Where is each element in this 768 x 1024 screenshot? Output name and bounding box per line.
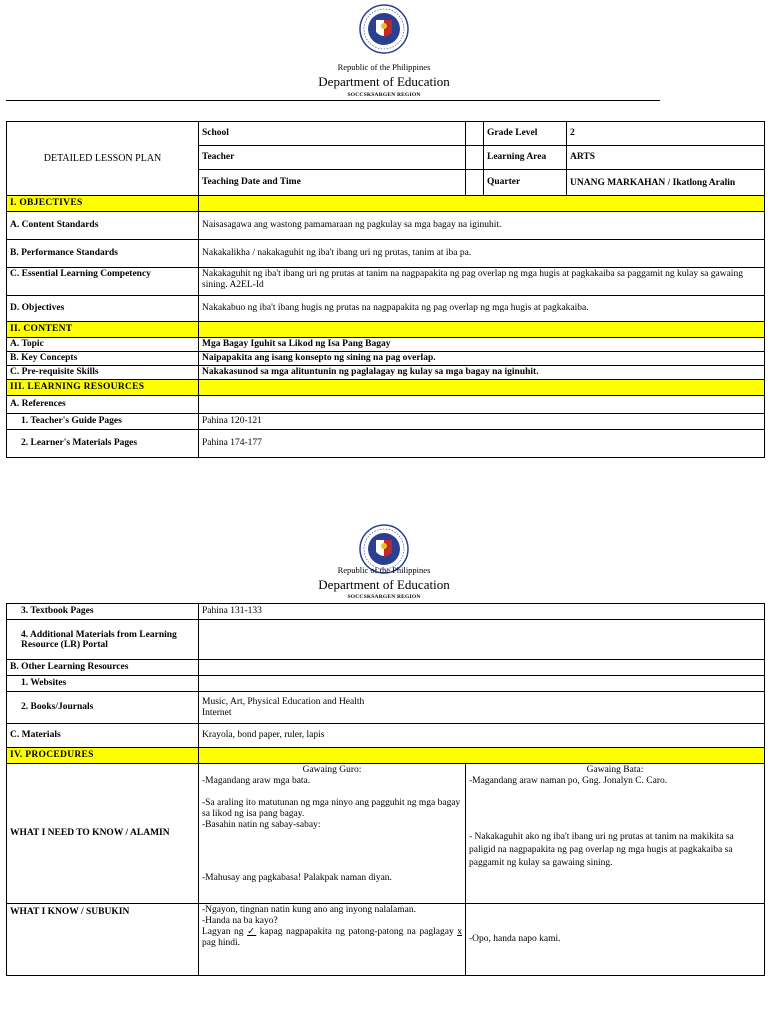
guro-heading: Gawaing Guro:	[302, 765, 362, 775]
alamin-bata-cell	[466, 764, 765, 904]
quarter-value: UNANG MARKAHAN / Ikatlong Aralin	[567, 170, 765, 196]
check-mark-icon: ✓	[247, 927, 257, 937]
lesson-plan-table-page2	[6, 603, 765, 976]
lesson-plan-table-page1	[6, 121, 765, 458]
deped-seal-icon	[359, 4, 409, 54]
prereq-value: Nakakasunod sa mga alituntunin ng paglalagay ng kulay sa mga bagay na iginuhit.	[199, 366, 765, 380]
materials-label: C. Materials	[7, 724, 199, 748]
subukin-guro-3a: Lagyan ng	[202, 927, 248, 937]
subukin-guro-2: -Handa na ba kayo?	[202, 916, 278, 926]
teachers-guide-value: Pahina 120-121	[199, 414, 765, 430]
references-label: A. References	[7, 396, 199, 414]
content-standards-value: Naisasagawa ang wastong pamamaraan ng pagkulay sa mga bagay na iginuhit.	[199, 212, 765, 240]
subukin-guro-1: -Ngayon, tingnan natin kung ano ang inyong nalalaman.	[202, 905, 416, 915]
lesson-plan-title: DETAILED LESSON PLAN	[7, 122, 199, 196]
area-label: Learning Area	[484, 146, 567, 170]
subukin-guro-3b: kapag nagpapakita ng patong-patong na paglagay	[256, 927, 458, 937]
other-resources-value	[199, 660, 765, 676]
teacher-label: Teacher	[199, 146, 466, 170]
books-value	[199, 692, 765, 724]
websites-label: 1. Websites	[7, 676, 199, 692]
bata-heading: Gawaing Bata:	[586, 765, 644, 775]
key-concepts-value: Naipapakita ang isang konsepto ng sining na pag overlap.	[199, 352, 765, 366]
guro-line-1: -Magandang araw mga bata.	[202, 776, 311, 786]
topic-value: Mga Bagay Iguhit sa Likod ng Isa Pang Bagay	[199, 338, 765, 352]
x-mark: x	[457, 927, 462, 937]
alamin-guro-cell	[199, 764, 466, 904]
bata-line-1: -Magandang araw naman po, Gng. Jonalyn C. Caro.	[469, 776, 668, 786]
books-label: 2. Books/Journals	[7, 692, 199, 724]
subukin-guro-cell	[199, 904, 466, 976]
teachers-guide-label: 1. Teacher's Guide Pages	[7, 414, 199, 430]
teacher-value	[466, 146, 484, 170]
resources-heading: III. LEARNING RESOURCES	[7, 380, 199, 396]
republic-text: Republic of the Philippines	[337, 62, 431, 72]
school-label: School	[199, 122, 466, 146]
books-value-line1: Music, Art, Physical Education and Health	[202, 696, 365, 707]
school-value	[466, 122, 484, 146]
content-heading: II. CONTENT	[7, 322, 199, 338]
date-label: Teaching Date and Time	[199, 170, 466, 196]
header-rule-right	[282, 100, 660, 101]
procedures-heading: IV. PROCEDURES	[7, 748, 199, 764]
alamin-label: WHAT I NEED TO KNOW / ALAMIN	[7, 764, 199, 904]
objectives-value: Nakakabuo ng iba't ibang hugis ng prutas na nagpapakita ng pag overlap ng mga hugis at pagkakaiba.	[199, 296, 765, 322]
content-standards-label: A. Content Standards	[7, 212, 199, 240]
guro-line-3: -Basahin natin ng sabay-sabay:	[202, 820, 321, 830]
materials-value: Krayola, bond paper, ruler, lapis	[199, 724, 765, 748]
performance-standards-label: B. Performance Standards	[7, 240, 199, 268]
objectives-label: D. Objectives	[7, 296, 199, 322]
topic-label: A. Topic	[7, 338, 199, 352]
textbook-value: Pahina 131-133	[199, 604, 765, 620]
prereq-label: C. Pre-requisite Skills	[7, 366, 199, 380]
date-value	[466, 170, 484, 196]
guro-line-2: -Sa araling ito matutunan ng mga ninyo ang pagguhit ng mga bagay sa likod ng isa pang bagay.	[202, 798, 461, 819]
republic-text: Republic of the Philippines	[337, 565, 431, 575]
grade-value: 2	[567, 122, 765, 146]
grade-label: Grade Level	[484, 122, 567, 146]
guro-line-4: -Mahusay ang pagkabasa! Palakpak naman diyan.	[202, 873, 392, 883]
region-text: SOCCSKSARGEN REGION	[347, 92, 421, 98]
subukin-bata-1: -Opo, handa napo kami.	[466, 904, 765, 976]
quarter-label: Quarter	[484, 170, 567, 196]
performance-standards-value: Nakakalikha / nakakaguhit ng iba't ibang uri ng prutas, tanim at iba pa.	[199, 240, 765, 268]
other-resources-label: B. Other Learning Resources	[7, 660, 199, 676]
subukin-label: WHAT I KNOW / SUBUKIN	[7, 904, 199, 976]
subukin-guro-3c: pag hindi.	[202, 938, 240, 948]
region-text: SOCCSKSARGEN REGION	[347, 594, 421, 600]
competency-label: C. Essential Learning Competency	[7, 268, 199, 296]
competency-value: Nakakaguhit ng iba't ibang uri ng prutas at tanim na nagpapakita ng pag overlap ng mga hugis at pagkakaiba sa paggamit ng kulay sa gawaing sining. A2EL-Id	[199, 268, 765, 296]
objectives-heading: I. OBJECTIVES	[7, 196, 199, 212]
subukin-guro-3	[202, 927, 462, 949]
lr-portal-value	[199, 620, 765, 660]
learners-materials-value: Pahina 174-177	[199, 430, 765, 458]
websites-value	[199, 676, 765, 692]
department-title: Department of Education	[318, 74, 450, 89]
bata-line-2: - Nakakaguhit ako ng iba't ibang uri ng prutas at tanim na makikita sa paligid na nagpapakita ng pag overlap ng mga hugis at pagkakaiba sa paggamit ng kulay sa gawaing sining.	[469, 832, 734, 868]
department-title: Department of Education	[318, 577, 450, 592]
key-concepts-label: B. Key Concepts	[7, 352, 199, 366]
books-value-line2: Internet	[202, 707, 232, 718]
textbook-label: 3. Textbook Pages	[7, 604, 199, 620]
area-value: ARTS	[567, 146, 765, 170]
lr-portal-label: 4. Additional Materials from Learning Resource (LR) Portal	[7, 620, 199, 660]
learners-materials-label: 2. Learner's Materials Pages	[7, 430, 199, 458]
